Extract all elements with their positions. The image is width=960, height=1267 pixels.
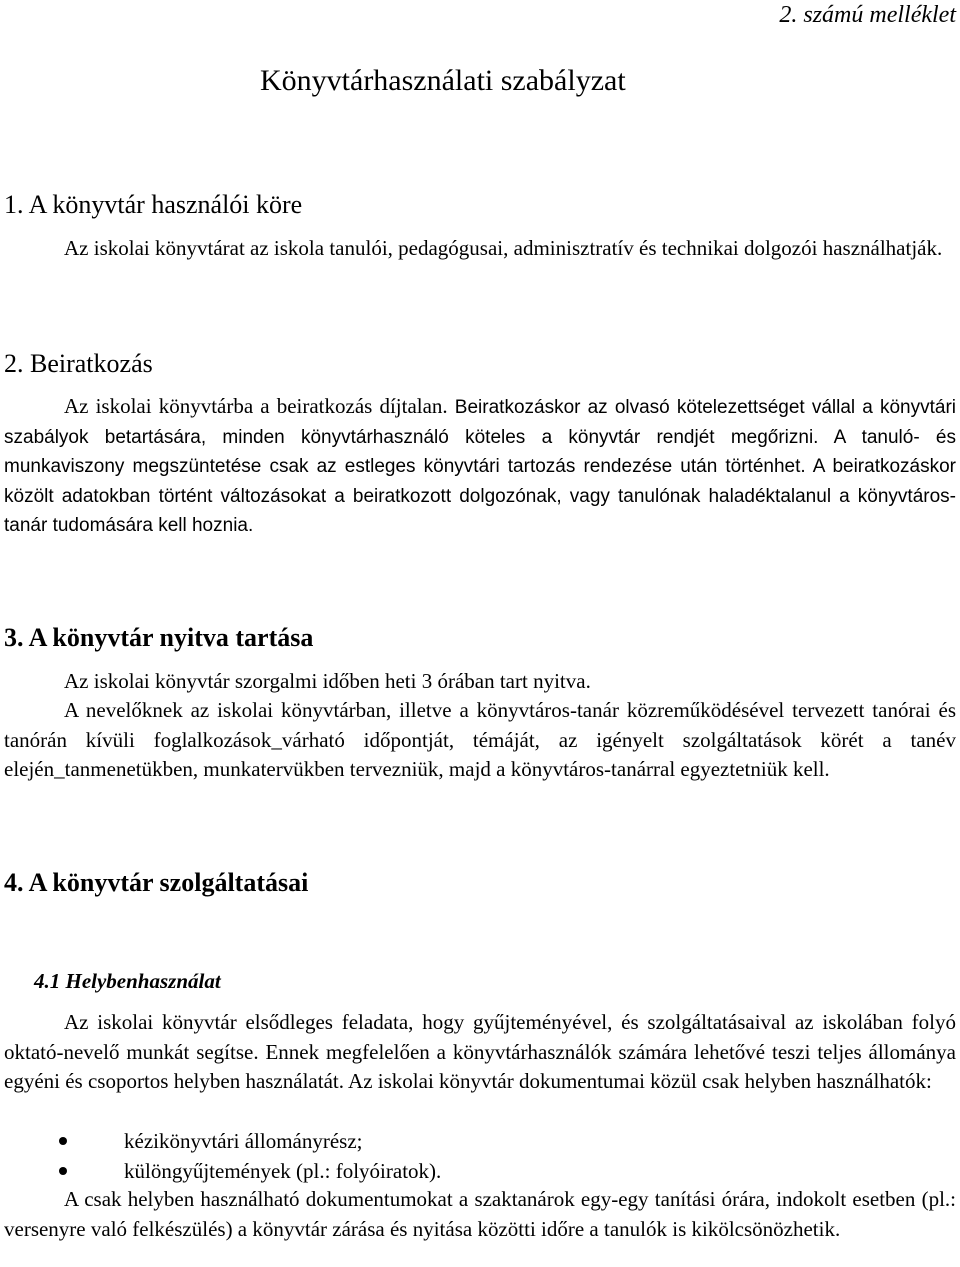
section-1-heading: 1. A könyvtár használói köre [4,190,303,219]
annex-label: 2. számú melléklet [779,2,956,28]
list-item-text: különgyűjtemények (pl.: folyóiratok). [124,1159,442,1183]
section-2-heading: 2. Beiratkozás [4,349,153,378]
section-3-text-1: Az iskolai könyvtár szorgalmi időben heti 3 órában tart nyitva. [64,669,591,693]
list-item-text: kézikönyvtári állományrész; [124,1129,363,1153]
bullet-list [4,1126,956,1186]
section-2-text-a: Az iskolai könyvtárba a beiratkozás díjtalan. [64,394,448,418]
section-2-text-b: Beiratkozáskor az olvasó kötelezettséget vállal a könyvtári szabályok betartására, minden könyvtárhasználó köteles a könyvtár rendjét megőrizni. A tanuló- és munkaviszony megszüntetése csak az estleges könyvtári tartozás rendezése után történhet. A beiratkozáskor közölt adatokban történt változásokat a beiratkozott dolgozónak, vagy tanulónak haladéktalanul a könyvtáros-tanár tudomására kell hoznia. [4,397,956,536]
section-4-1-heading: 4.1 Helybenhasználat [34,969,221,993]
section-4-heading: 4. A könyvtár szolgáltatásai [4,868,309,897]
section-3-text-2: A nevelőknek az iskolai könyvtárban, illetve a könyvtáros-tanár közreműködésével tervezett tanórai és tanórán kívüli foglalkozások_várható időpontját, témáját, az igényelt szolgáltatások körét a tanév elején_tanmenetükben, munkatervükben tervezniük, majd a könyvtáros-tanárral egyeztetniük kell. [4,698,956,782]
bullet-icon [59,1167,67,1175]
document-page [4,0,956,1267]
page-title: Könyvtárhasználati szabályzat [260,64,626,97]
section-4-1-text-2: A csak helyben használható dokumentumokat a szaktanárok egy-egy tanítási órára, indokolt esetben (pl.: versenyre való felkészülés) a könyvtár zárása és nyitása közötti időre a tanulók is kikölcsönözhetik. [4,1187,956,1241]
bullet-icon [59,1137,67,1145]
section-2-text [4,392,956,541]
section-3-heading: 3. A könyvtár nyitva tartása [4,623,314,652]
list-item [4,1126,956,1156]
section-4-1-text-1: Az iskolai könyvtár elsődleges feladata, hogy gyűjteményével, és szolgáltatásaival az iskolában folyó oktató-nevelő munkát segítse. Ennek megfelelően a könyvtárhasználók számára lehetővé teszi teljes állománya egyéni és csoportos helyben használatát. Az iskolai könyvtár dokumentumai közül csak helyben használhatók: [4,1010,956,1094]
section-1-text: Az iskolai könyvtárat az iskola tanulói, pedagógusai, adminisztratív és technikai dolgozói használhatják. [64,236,943,260]
list-item [4,1156,956,1186]
